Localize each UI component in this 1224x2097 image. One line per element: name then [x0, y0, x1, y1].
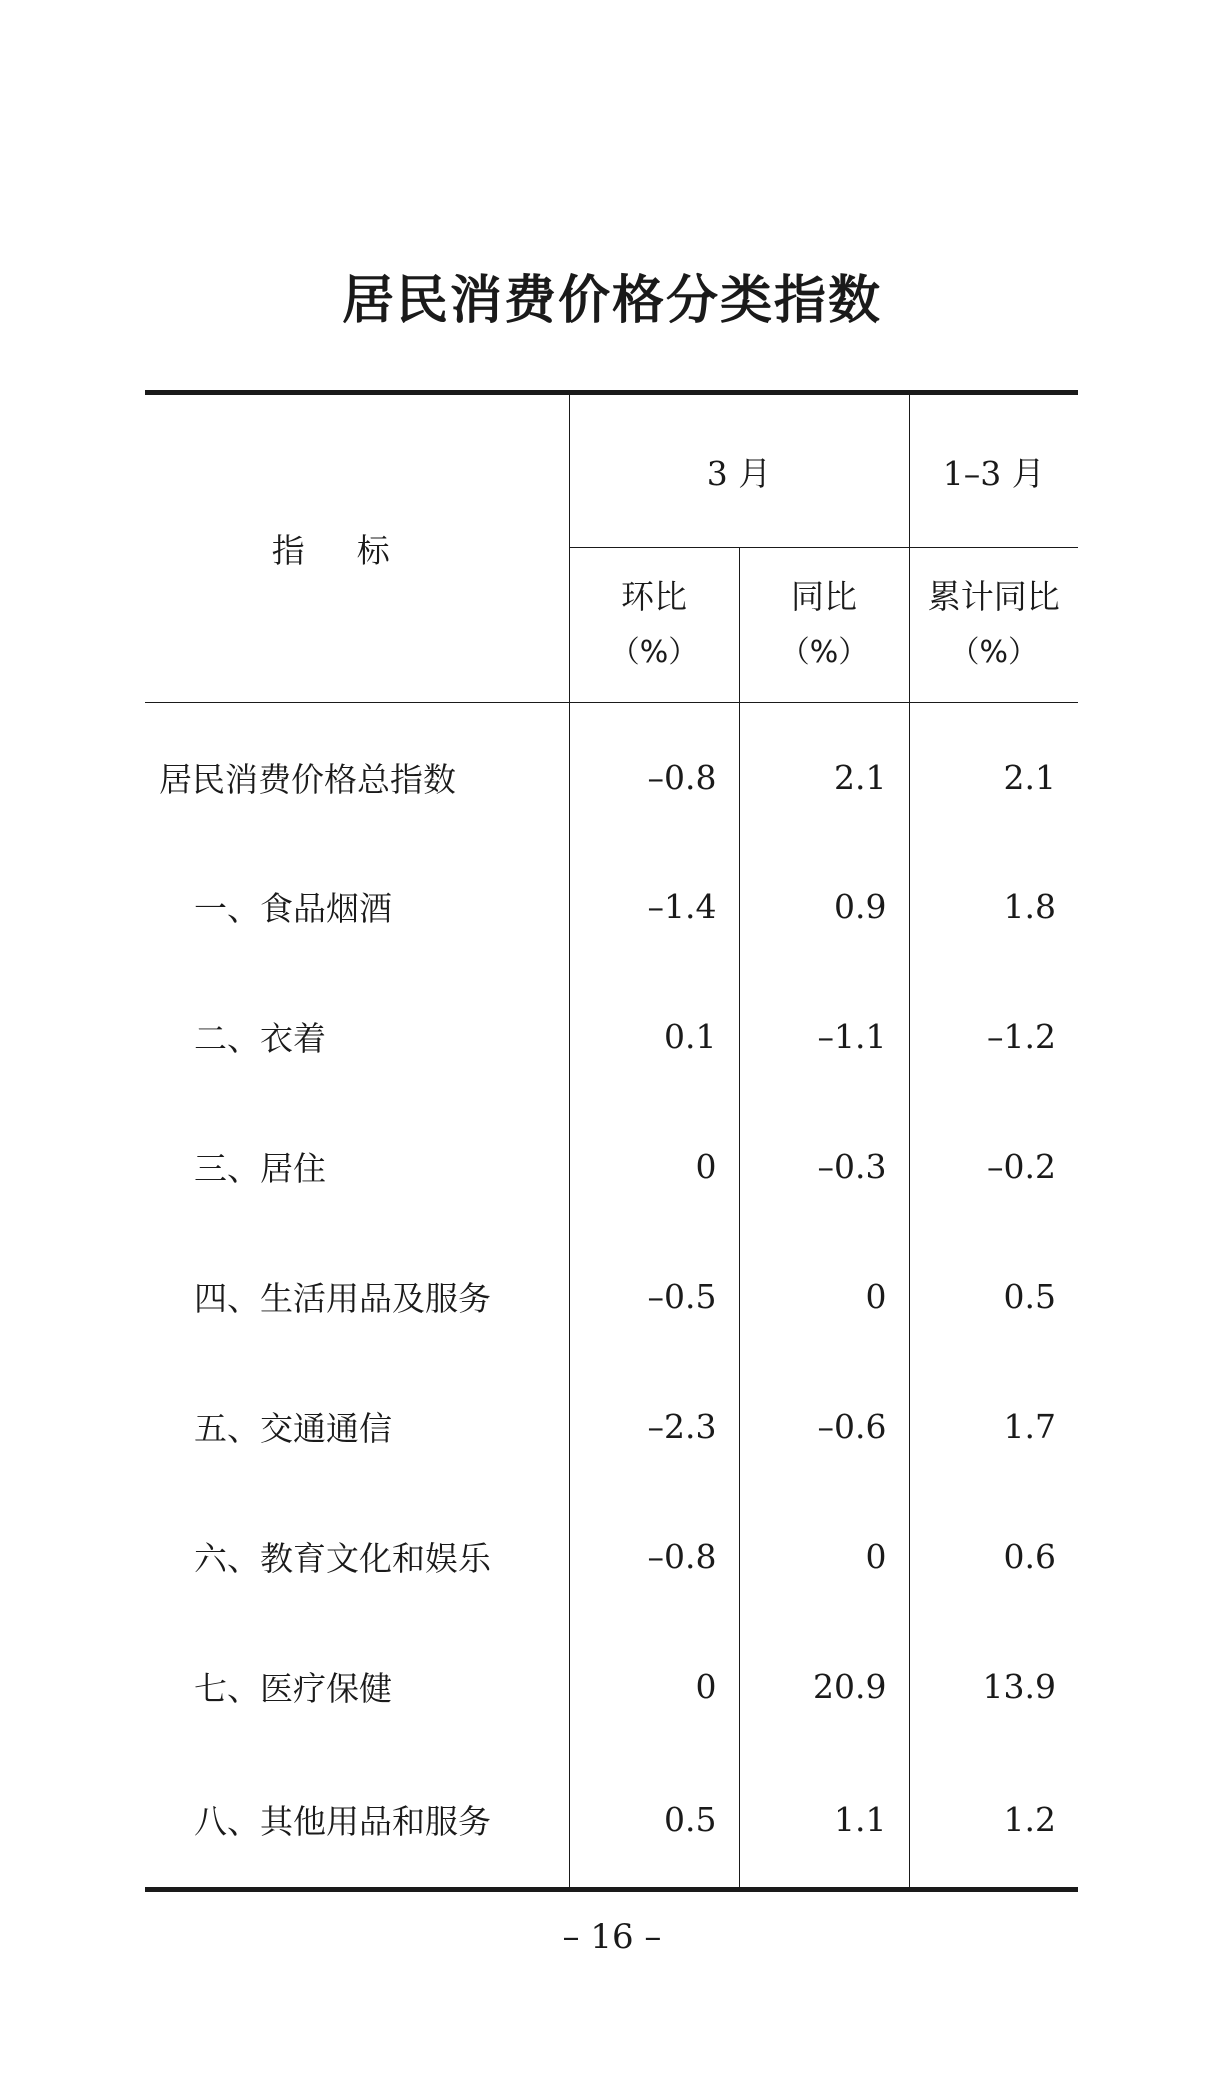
month-group-header: 3 月	[569, 393, 909, 548]
row-label: 八、其他用品和服务	[145, 1751, 569, 1890]
row-label: 三、居住	[145, 1101, 569, 1231]
mom-value: 0	[569, 1621, 739, 1751]
cum-yoy-header	[909, 548, 1078, 703]
cum-value: 0.5	[1003, 1276, 1056, 1316]
mom-value: –0.5	[569, 1231, 739, 1361]
cum-value: 2.1	[1003, 757, 1056, 797]
cumulative-group-header: 1–3 月	[909, 393, 1078, 548]
cum-value: 1.7	[1003, 1406, 1056, 1446]
table-row	[145, 1361, 1078, 1491]
row-label: 一、食品烟酒	[145, 841, 569, 971]
cum-value: 1.8	[1003, 886, 1056, 926]
cpi-category-table	[145, 390, 1078, 1892]
cum-yoy-header-unit: （%）	[949, 635, 1038, 670]
cum-value: –1.2	[987, 1016, 1056, 1056]
table-row	[145, 1101, 1078, 1231]
mom-value: –1.4	[569, 841, 739, 971]
page-number: – 16 –	[562, 1917, 662, 1957]
row-label: 五、交通通信	[145, 1361, 569, 1491]
table-row	[145, 1231, 1078, 1361]
row-label: 四、生活用品及服务	[145, 1231, 569, 1361]
row-label: 六、教育文化和娱乐	[145, 1491, 569, 1621]
table-row	[145, 1751, 1078, 1890]
indicator-header: 指标	[145, 393, 569, 703]
yoy-value: 0	[739, 1491, 909, 1621]
mom-header-label: 环比	[621, 577, 687, 616]
mom-value: 0.5	[569, 1751, 739, 1890]
mom-value: –2.3	[569, 1361, 739, 1491]
row-label: 二、衣着	[145, 971, 569, 1101]
mom-value: 0	[569, 1101, 739, 1231]
table-row	[145, 1621, 1078, 1751]
table-row	[145, 1491, 1078, 1621]
yoy-value: –0.6	[739, 1361, 909, 1491]
row-label: 七、医疗保健	[145, 1621, 569, 1751]
table-row	[145, 703, 1078, 842]
cum-value: –0.2	[987, 1146, 1056, 1186]
yoy-value: –0.3	[739, 1101, 909, 1231]
yoy-header-label: 同比	[791, 577, 857, 616]
table-row	[145, 841, 1078, 971]
table-row	[145, 971, 1078, 1101]
yoy-value: 20.9	[739, 1621, 909, 1751]
page-title: 居民消费价格分类指数	[341, 271, 882, 331]
row-label: 居民消费价格总指数	[145, 703, 569, 842]
cum-yoy-header-label: 累计同比	[927, 577, 1060, 616]
yoy-value: 0.9	[739, 841, 909, 971]
yoy-value: 1.1	[739, 1751, 909, 1890]
cum-value: 13.9	[982, 1666, 1056, 1706]
header-row-groups	[145, 393, 1078, 548]
yoy-value: 0	[739, 1231, 909, 1361]
mom-header	[569, 548, 739, 703]
yoy-header-unit: （%）	[779, 635, 869, 670]
mom-value: –0.8	[569, 1491, 739, 1621]
yoy-header	[739, 548, 909, 703]
mom-header-unit: （%）	[609, 635, 699, 670]
cum-value: 0.6	[1003, 1536, 1056, 1576]
yoy-value: 2.1	[739, 703, 909, 842]
cum-value: 1.2	[1003, 1799, 1056, 1839]
mom-value: 0.1	[569, 971, 739, 1101]
mom-value: –0.8	[569, 703, 739, 842]
yoy-value: –1.1	[739, 971, 909, 1101]
